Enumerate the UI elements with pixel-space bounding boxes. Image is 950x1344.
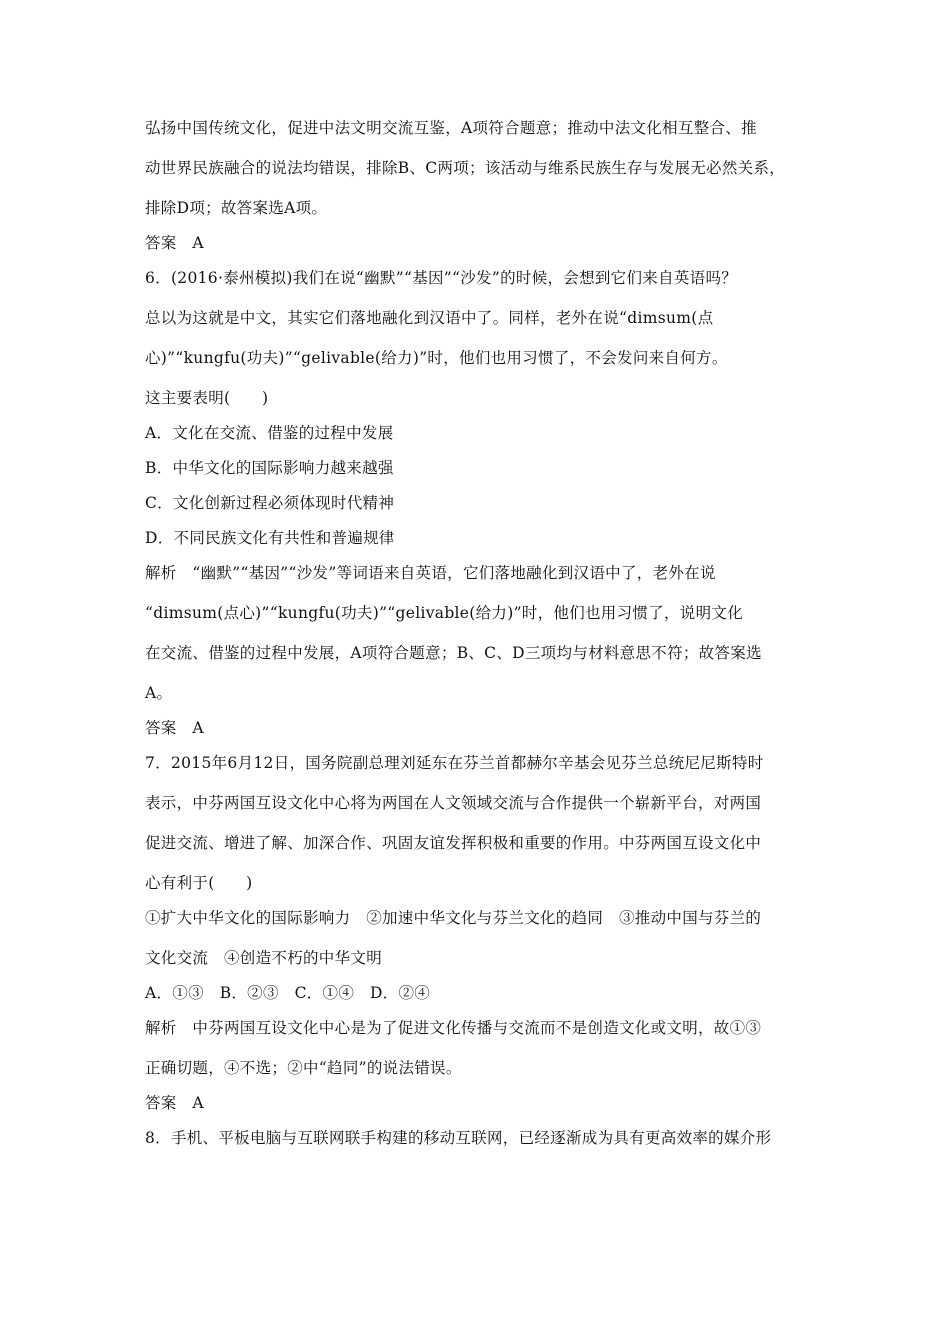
text-line: 心)”“kungfu(功夫)”“gelivable(给力)”时，他们也用习惯了，不会发问来自何方。 bbox=[145, 349, 728, 367]
text-line: 这主要表明( ) bbox=[145, 389, 269, 407]
text-line: A．文化在交流、借鉴的过程中发展 bbox=[145, 424, 394, 442]
document-page bbox=[145, 118, 817, 1168]
text-line: 答案 A bbox=[145, 1094, 204, 1112]
text-line: 在交流、借鉴的过程中发展，A项符合题意；B、C、D三项均与材料意思不符；故答案选 bbox=[145, 644, 762, 662]
text-line: 答案 A bbox=[145, 234, 204, 252]
text-line: 表示，中芬两国互设文化中心将为两国在人文领域交流与合作提供一个崭新平台，对两国 bbox=[145, 794, 762, 812]
text-line: 正确切题，④不选；②中“趋同”的说法错误。 bbox=[145, 1059, 462, 1077]
text-line: D．不同民族文化有共性和普遍规律 bbox=[145, 529, 395, 547]
text-line: 总以为这就是中文，其实它们落地融化到汉语中了。同样，老外在说“dimsum(点 bbox=[145, 309, 714, 327]
text-line: C．文化创新过程必须体现时代精神 bbox=[145, 494, 395, 512]
text-line: 促进交流、增进了解、加深合作、巩固友谊发挥积极和重要的作用。中芬两国互设文化中 bbox=[145, 834, 762, 852]
text-line: “dimsum(点心)”“kungfu(功夫)”“gelivable(给力)”时，他们也用习惯了，说明文化 bbox=[145, 604, 743, 622]
text-line: 弘扬中国传统文化，促进中法文明交流互鉴，A项符合题意；推动中法文化相互整合、推 bbox=[145, 119, 757, 137]
text-line: 8．手机、平板电脑与互联网联手构建的移动互联网，已经逐渐成为具有更高效率的媒介形 bbox=[145, 1129, 772, 1147]
text-line: B．中华文化的国际影响力越来越强 bbox=[145, 459, 394, 477]
text-line: 解析 “幽默”“基因”“沙发”等词语来自英语，它们落地融化到汉语中了，老外在说 bbox=[145, 564, 716, 582]
text-line: 解析 中芬两国互设文化中心是为了促进文化传播与交流而不是创造文化或文明，故①③ bbox=[145, 1019, 762, 1037]
text-line: 动世界民族融合的说法均错误，排除B、C两项；该活动与维系民族生存与发展无必然关系， bbox=[145, 159, 786, 177]
text-line: 7．2015年6月12日，国务院副总理刘延东在芬兰首都赫尔辛基会见芬兰总统尼尼斯特时 bbox=[145, 754, 764, 772]
text-line: 心有利于( ) bbox=[145, 874, 253, 892]
text-line: 6．(2016·泰州模拟)我们在说“幽默”“基因”“沙发”的时候，会想到它们来自英语吗？ bbox=[145, 269, 738, 287]
text-line: 文化交流 ④创造不朽的中华文明 bbox=[145, 949, 383, 967]
text-line: ①扩大中华文化的国际影响力 ②加速中华文化与芬兰文化的趋同 ③推动中国与芬兰的 bbox=[145, 909, 762, 927]
text-line: A．①③ B．②③ C．①④ D．②④ bbox=[145, 984, 431, 1002]
text-line: 排除D项；故答案选A项。 bbox=[145, 199, 328, 217]
text-line: 答案 A bbox=[145, 719, 204, 737]
text-line: A。 bbox=[145, 684, 173, 702]
